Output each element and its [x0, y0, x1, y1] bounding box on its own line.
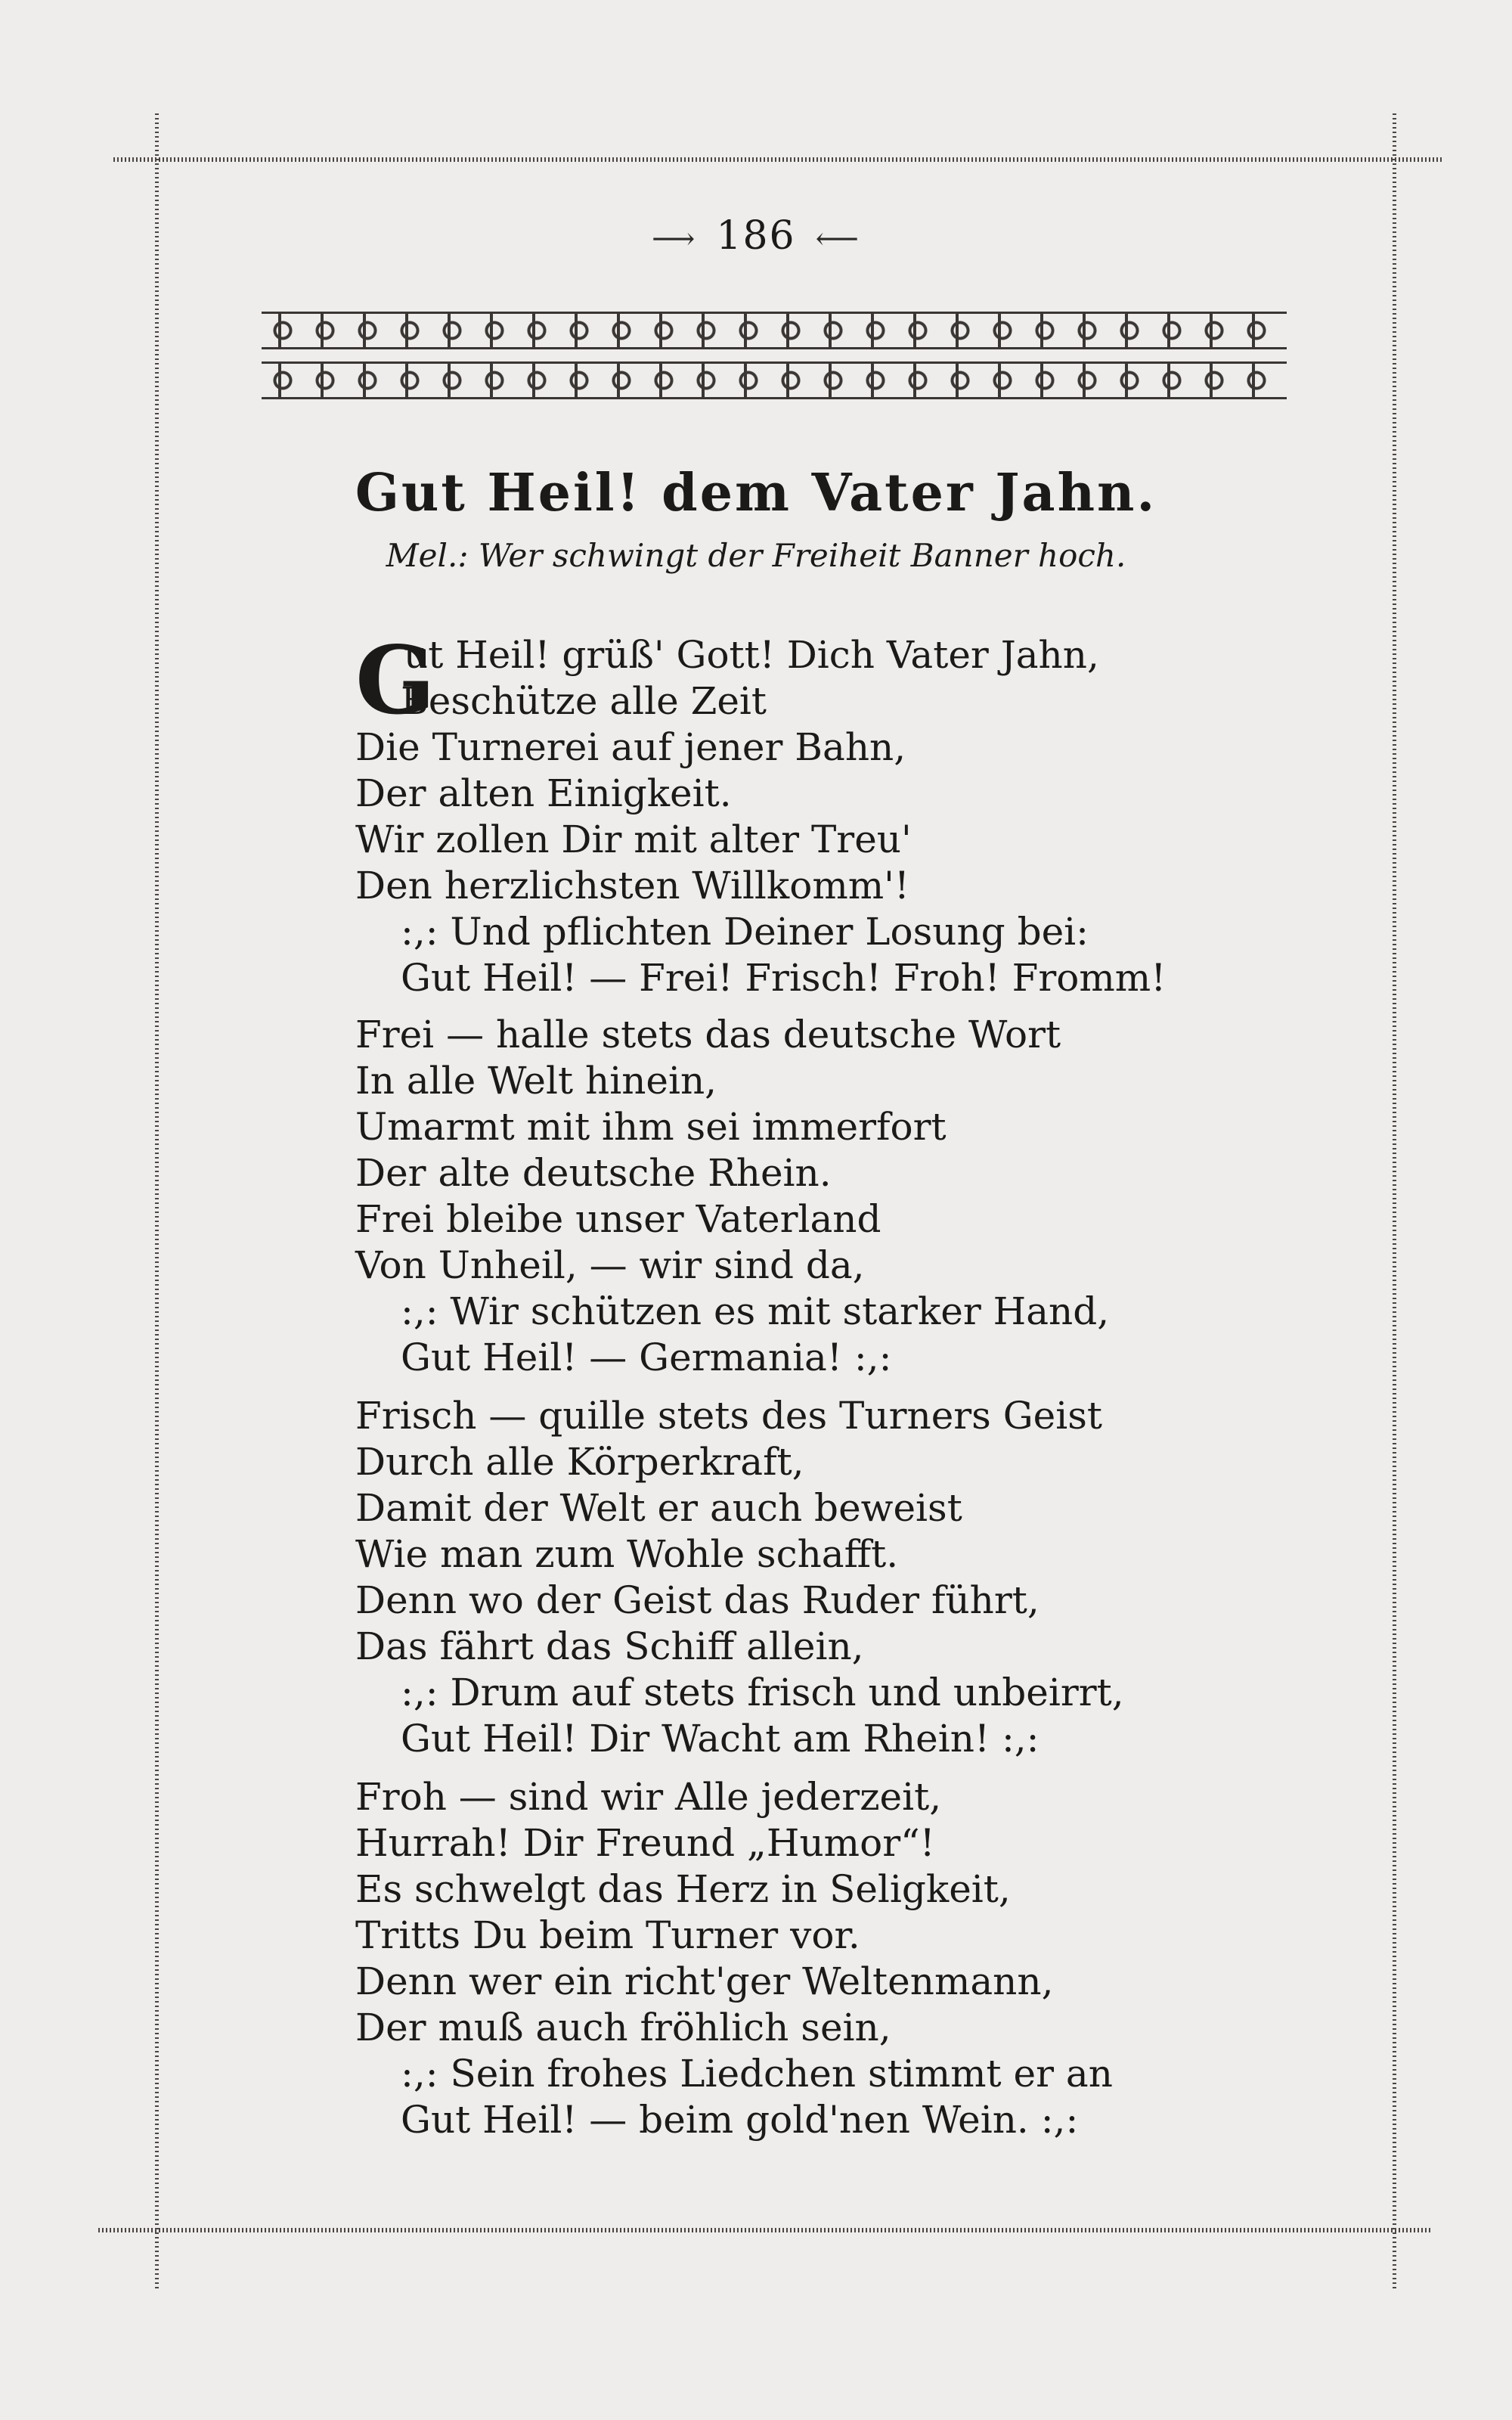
left-ornament-icon: ⟶	[652, 221, 697, 256]
verse-line: In alle Welt hinein,	[355, 1059, 717, 1103]
top-frame-rule	[113, 157, 1444, 162]
melody-note: Mel.: Wer schwingt der Freiheit Banner hoch.	[386, 537, 1126, 574]
verse-line: Frei — halle stets das deutsche Wort	[355, 1013, 1061, 1056]
verse-line: Denn wer ein richt'ger Weltenmann,	[355, 1959, 1054, 2003]
verse-line: Durch alle Körperkraft,	[355, 1440, 804, 1484]
stanza-1	[355, 626, 1293, 1001]
verse-line: Hurrah! Dir Freund „Humor“!	[355, 1821, 935, 1865]
verse-line: Beschütze alle Zeit	[401, 679, 767, 723]
verse-line: Tritts Du beim Turner vor.	[355, 1913, 860, 1957]
verse-line: ut Heil! grüß' Gott! Dich Vater Jahn,	[404, 633, 1099, 677]
page-header	[0, 213, 1512, 259]
verse-line: Gut Heil! — Frei! Frisch! Froh! Fromm!	[401, 956, 1167, 1000]
verse-line: Frisch — quille stets des Turners Geist	[355, 1394, 1103, 1438]
verse-line: Wie man zum Wohle schafft.	[355, 1532, 899, 1576]
verse-line: Umarmt mit ihm sei immerfort	[355, 1105, 947, 1149]
verse-line: :,: Sein frohes Liedchen stimmt er an	[401, 2052, 1113, 2096]
verse-line: Es schwelgt das Herz in Seligkeit,	[355, 1867, 1011, 1911]
verse-line: Der muß auch fröhlich sein,	[355, 2006, 891, 2049]
verse-line: :,: Wir schützen es mit starker Hand,	[401, 1289, 1110, 1333]
verse-line: Froh — sind wir Alle jederzeit,	[355, 1775, 942, 1819]
stanza-3	[355, 1393, 1293, 1762]
ornamental-border-top	[262, 312, 1287, 349]
verse-line: Gut Heil! — beim gold'nen Wein. :,:	[401, 2098, 1079, 2142]
verse-line: Die Turnerei auf jener Bahn,	[355, 725, 906, 769]
right-ornament-icon: ⟵	[815, 221, 860, 256]
right-frame-rule	[1393, 113, 1396, 2291]
left-frame-rule	[155, 113, 159, 2291]
verse-line: Denn wo der Geist das Ruder führt,	[355, 1578, 1040, 1622]
bottom-frame-rule	[98, 2228, 1433, 2232]
stanza-4	[355, 1774, 1293, 2143]
verse-line: :,: Und pflichten Deiner Losung bei:	[401, 910, 1089, 954]
stanza-2	[355, 1012, 1293, 1381]
verse-line: Gut Heil! — Germania! :,:	[401, 1336, 892, 1379]
verse-line: Der alte deutsche Rhein.	[355, 1151, 832, 1195]
page-number: 186	[716, 213, 796, 259]
verse-line: Wir zollen Dir mit alter Treu'	[355, 818, 912, 861]
verse-line: Frei bleibe unser Vaterland	[355, 1197, 881, 1241]
verse-line: Der alten Einigkeit.	[355, 771, 732, 815]
verse-line: Damit der Welt er auch beweist	[355, 1486, 962, 1530]
verse-line: Das fährt das Schiff allein,	[355, 1624, 864, 1668]
verse-line: Gut Heil! Dir Wacht am Rhein! :,:	[401, 1717, 1040, 1761]
drop-cap: G	[355, 626, 435, 736]
verse-line: Von Unheil, — wir sind da,	[355, 1243, 865, 1287]
song-title: Gut Heil! dem Vater Jahn.	[355, 463, 1157, 523]
verse-line: :,: Drum auf stets frisch und unbeirrt,	[401, 1671, 1124, 1714]
ornamental-border-bottom	[262, 361, 1287, 399]
verse-line: Den herzlichsten Willkomm'!	[355, 864, 909, 908]
